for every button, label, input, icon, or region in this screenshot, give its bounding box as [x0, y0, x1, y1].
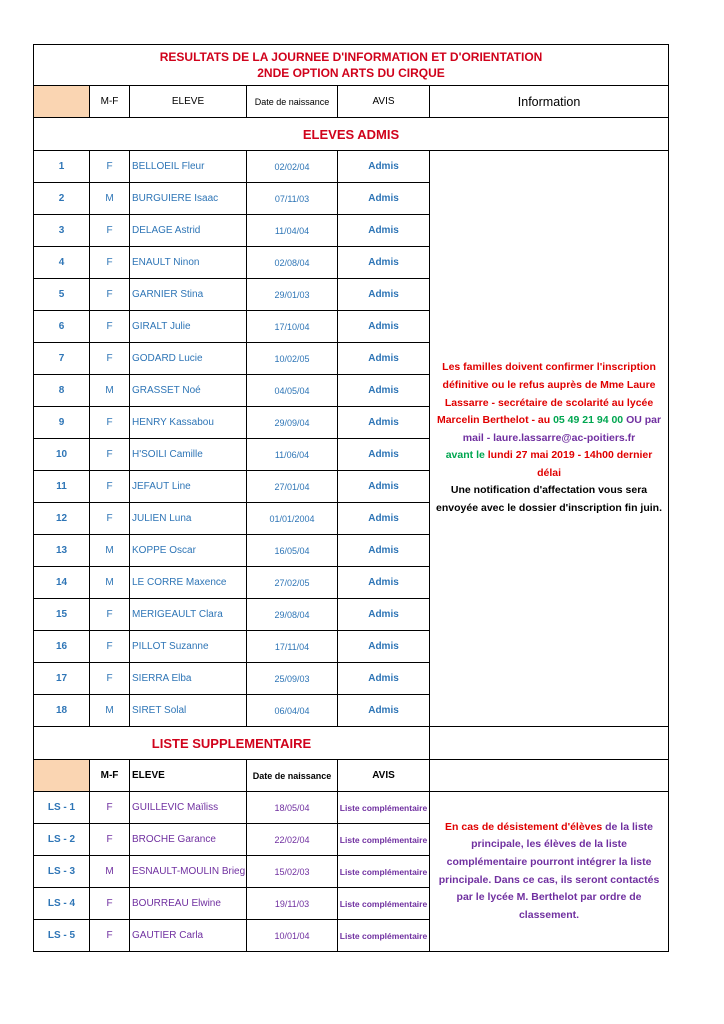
row-student-name: HENRY Kassabou: [130, 407, 247, 439]
row-avis: Admis: [338, 599, 430, 631]
row-gender: M: [90, 183, 130, 215]
ls-row-birthdate: 19/11/03: [247, 888, 338, 920]
notice-deadline-label: avant le: [445, 449, 485, 462]
row-birthdate: 10/02/05: [247, 343, 338, 375]
row-student-name: GARNIER Stina: [130, 279, 247, 311]
header-information: Information: [430, 86, 669, 118]
row-birthdate: 01/01/2004: [247, 503, 338, 535]
row-number: 2: [34, 183, 90, 215]
row-number: 7: [34, 343, 90, 375]
ls-header-empty: [430, 760, 669, 792]
ls-row-number: LS - 2: [34, 824, 90, 856]
row-avis: Admis: [338, 151, 430, 183]
row-avis: Admis: [338, 279, 430, 311]
ls-row-student-name: GAUTIER Carla: [130, 920, 247, 952]
row-avis: Admis: [338, 439, 430, 471]
row-gender: M: [90, 375, 130, 407]
row-gender: F: [90, 439, 130, 471]
row-gender: F: [90, 151, 130, 183]
row-birthdate: 25/09/03: [247, 663, 338, 695]
row-gender: F: [90, 279, 130, 311]
row-number: 16: [34, 631, 90, 663]
row-avis: Admis: [338, 631, 430, 663]
row-number: 4: [34, 247, 90, 279]
row-avis: Admis: [338, 247, 430, 279]
row-birthdate: 02/02/04: [247, 151, 338, 183]
row-gender: F: [90, 471, 130, 503]
row-number: 15: [34, 599, 90, 631]
ls-header-num-cell: [34, 760, 90, 792]
notice-notification: Une notification d'affectation vous sera envoyée avec le dossier d'inscription fin juin.: [436, 484, 663, 515]
row-student-name: DELAGE Astrid: [130, 215, 247, 247]
row-gender: F: [90, 247, 130, 279]
row-student-name: LE CORRE Maxence: [130, 567, 247, 599]
ls-row-avis: Liste complémentaire: [338, 824, 430, 856]
row-student-name: SIRET Solal: [130, 695, 247, 727]
ls-row-gender: F: [90, 824, 130, 856]
row-student-name: JULIEN Luna: [130, 503, 247, 535]
empty-cell: [430, 727, 669, 760]
header-avis: AVIS: [338, 86, 430, 118]
row-number: 1: [34, 151, 90, 183]
ls-row-gender: F: [90, 792, 130, 824]
row-student-name: GODARD Lucie: [130, 343, 247, 375]
row-avis: Admis: [338, 567, 430, 599]
row-avis: Admis: [338, 215, 430, 247]
row-gender: F: [90, 215, 130, 247]
ls-column-header-row: [34, 760, 669, 792]
row-number: 6: [34, 311, 90, 343]
ls-notice-text-1: En cas de désistement d'élèves: [445, 820, 603, 833]
row-birthdate: 29/01/03: [247, 279, 338, 311]
row-avis: Admis: [338, 471, 430, 503]
row-number: 14: [34, 567, 90, 599]
row-avis: Admis: [338, 311, 430, 343]
title-line-2: 2NDE OPTION ARTS DU CIRQUE: [257, 66, 445, 80]
row-number: 10: [34, 439, 90, 471]
ls-row-avis: Liste complémentaire: [338, 856, 430, 888]
table-row: [34, 792, 669, 824]
row-student-name: KOPPE Oscar: [130, 535, 247, 567]
row-student-name: GIRALT Julie: [130, 311, 247, 343]
ls-notice: [430, 792, 669, 952]
section-admis-title: ELEVES ADMIS: [34, 118, 669, 151]
ls-row-birthdate: 15/02/03: [247, 856, 338, 888]
notice-email: OU par mail - laure.lassarre@ac-poitiers.fr: [462, 414, 662, 444]
ls-row-avis: Liste complémentaire: [338, 920, 430, 952]
ls-row-number: LS - 4: [34, 888, 90, 920]
row-birthdate: 29/09/04: [247, 407, 338, 439]
row-number: 3: [34, 215, 90, 247]
row-gender: F: [90, 311, 130, 343]
ls-row-gender: M: [90, 856, 130, 888]
row-avis: Admis: [338, 503, 430, 535]
ls-row-gender: F: [90, 920, 130, 952]
ls-header-avis: AVIS: [338, 760, 430, 792]
ls-row-student-name: BOURREAU Elwine: [130, 888, 247, 920]
row-number: 12: [34, 503, 90, 535]
row-avis: Admis: [338, 343, 430, 375]
row-gender: M: [90, 695, 130, 727]
ls-row-number: LS - 1: [34, 792, 90, 824]
row-avis: Admis: [338, 535, 430, 567]
row-gender: F: [90, 343, 130, 375]
row-number: 8: [34, 375, 90, 407]
ls-row-gender: F: [90, 888, 130, 920]
page-title: [34, 45, 669, 86]
row-student-name: GRASSET Noé: [130, 375, 247, 407]
ls-header-eleve: ELEVE: [130, 760, 247, 792]
ls-row-number: LS - 5: [34, 920, 90, 952]
row-number: 9: [34, 407, 90, 439]
row-birthdate: 11/04/04: [247, 215, 338, 247]
row-gender: M: [90, 567, 130, 599]
row-number: 13: [34, 535, 90, 567]
header-mf: M-F: [90, 86, 130, 118]
row-birthdate: 27/02/05: [247, 567, 338, 599]
header-eleve: ELEVE: [130, 86, 247, 118]
row-birthdate: 06/04/04: [247, 695, 338, 727]
row-birthdate: 17/10/04: [247, 311, 338, 343]
row-student-name: MERIGEAULT Clara: [130, 599, 247, 631]
row-student-name: JEFAUT Line: [130, 471, 247, 503]
row-student-name: BELLOEIL Fleur: [130, 151, 247, 183]
admis-notice: [430, 151, 669, 727]
row-student-name: H'SOILI Camille: [130, 439, 247, 471]
ls-header-mf: M-F: [90, 760, 130, 792]
ls-row-avis: Liste complémentaire: [338, 792, 430, 824]
column-header-row: [34, 86, 669, 118]
row-birthdate: 17/11/04: [247, 631, 338, 663]
row-birthdate: 04/05/04: [247, 375, 338, 407]
row-number: 5: [34, 279, 90, 311]
row-birthdate: 16/05/04: [247, 535, 338, 567]
section-ls-title: LISTE SUPPLEMENTAIRE: [34, 727, 430, 760]
ls-header-dob: Date de naissance: [247, 760, 338, 792]
header-dob: Date de naissance: [247, 86, 338, 118]
row-birthdate: 07/11/03: [247, 183, 338, 215]
row-avis: Admis: [338, 375, 430, 407]
row-student-name: ENAULT Ninon: [130, 247, 247, 279]
title-line-1: RESULTATS DE LA JOURNEE D'INFORMATION ET D'ORIENTATION: [159, 50, 543, 64]
row-birthdate: 29/08/04: [247, 599, 338, 631]
ls-row-student-name: BROCHE Garance: [130, 824, 247, 856]
ls-notice-text-2: de la liste principale, les élèves de la liste complémentaire pourront intégrer la liste principale. Dans ce cas, ils seront contactés par le lycée M. Berthelot par ordre de classement.: [438, 820, 660, 921]
row-birthdate: 02/08/04: [247, 247, 338, 279]
results-table: [33, 44, 669, 952]
row-avis: Admis: [338, 407, 430, 439]
row-avis: Admis: [338, 663, 430, 695]
ls-row-student-name: GUILLEVIC Maïliss: [130, 792, 247, 824]
ls-row-avis: Liste complémentaire: [338, 888, 430, 920]
row-number: 18: [34, 695, 90, 727]
header-num-cell: [34, 86, 90, 118]
row-gender: M: [90, 535, 130, 567]
ls-row-birthdate: 10/01/04: [247, 920, 338, 952]
row-gender: F: [90, 407, 130, 439]
table-row: [34, 151, 669, 183]
row-gender: F: [90, 663, 130, 695]
row-avis: Admis: [338, 183, 430, 215]
notice-text-1: Les familles doivent confirmer l'inscription définitive ou le refus auprès de Mme Laure Lassarre - secrétaire de scolarité au lycée Marcelin Berthelot - au: [436, 361, 656, 427]
row-number: 11: [34, 471, 90, 503]
row-student-name: PILLOT Suzanne: [130, 631, 247, 663]
notice-phone: 05 49 21 94 00: [553, 414, 627, 427]
ls-row-birthdate: 18/05/04: [247, 792, 338, 824]
row-number: 17: [34, 663, 90, 695]
row-student-name: BURGUIERE Isaac: [130, 183, 247, 215]
ls-row-student-name: ESNAULT-MOULIN Brieg: [130, 856, 247, 888]
ls-row-birthdate: 22/02/04: [247, 824, 338, 856]
row-gender: F: [90, 599, 130, 631]
row-student-name: SIERRA Elba: [130, 663, 247, 695]
row-avis: Admis: [338, 695, 430, 727]
row-gender: F: [90, 631, 130, 663]
ls-row-number: LS - 3: [34, 856, 90, 888]
row-birthdate: 11/06/04: [247, 439, 338, 471]
row-gender: F: [90, 503, 130, 535]
row-birthdate: 27/01/04: [247, 471, 338, 503]
notice-deadline: lundi 27 mai 2019 - 14h00 dernier délai: [484, 449, 653, 479]
